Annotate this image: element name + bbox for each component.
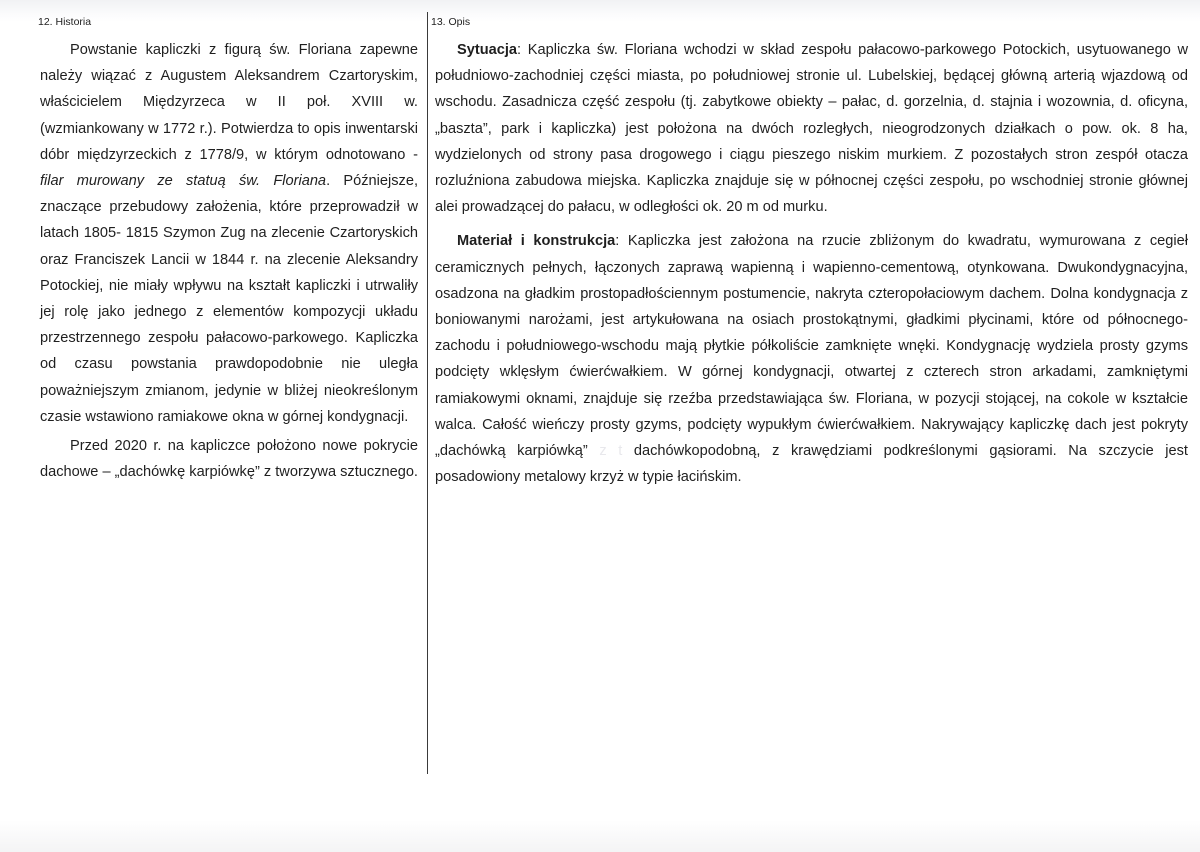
text-segment: dachówkopodobną, z krawędziami podkreślonymi gąsiorami. Na szczycie jest posadowiony metalowy krzyż w typie łacińskim. [435, 443, 1188, 486]
history-body [40, 37, 418, 485]
text-segment: Powstanie kapliczki z figurą św. Floriana zapewne należy wiązać z Augustem Aleksandrem Czartoryskim, właścicielem Międzyrzeca w II poł. XVIII w. (wzmiankowany w 1772 r.). Potwierdza to opis inwentarski dóbr międzyrzeckich z 1778/9, w którym odnotowano - [40, 42, 418, 163]
history-paragraph-1 [40, 37, 418, 430]
situation-paragraph [435, 37, 1188, 220]
text-segment: : Kapliczka św. Floriana wchodzi w skład zespołu pałacowo-parkowego Potockich, usytuowanego w południowo-zachodniej części miasta, po południowej stronie ul. Lubelskiej, będącej główną arterią wjazdową od wschodu. Zasadnicza część zespołu (tj. zabytkowe obiekty – pałac, d. gorzelnia, d. stajnia i wozownia, d. oficyna, „baszta”, park i kapliczka) jest położona na dwóch rozległych, nieogrodzonych działkach o pow. ok. 8 ha, wydzielonych od strony pasa drogowego i ciągu pieszego niskim murkiem. Z pozostałych stron zespół otacza rozluźniona zabudowa miejska. Kapliczka znajduje się w północnej części zespołu, po wschodniej stronie głównej alei prowadzącej do pałacu, w odległości ok. 20 m od murku. [435, 42, 1188, 216]
text-segment: Przed 2020 r. na kapliczce położono nowe pokrycie dachowe – „dachówkę karpiówkę” z tworzywa sztucznego. [40, 438, 418, 481]
quoted-inventory-text: filar murowany ze statuą św. Floriana [40, 173, 327, 190]
faded-text-segment: z t [599, 443, 623, 460]
section-heading-description: 13. Opis [431, 16, 471, 28]
column-divider [427, 12, 428, 774]
history-paragraph-2 [40, 433, 418, 485]
text-segment: . Późniejsze, znaczące przebudowy założenia, które przeprowadził w latach 1805- 1815 Szymon Zug na zlecenie Czartoryskich oraz Franciszek Lancii w 1844 r. na zlecenie Aleksandry Potockiej, nie miały wpływu na kształt kapliczki i utrwaliły jej rolę jako jednego z elementów kompozycji układu przestrzennego zespołu pałacowo-parkowego. Kapliczka od czasu powstania prawdopodobnie nie uległa poważniejszym zmianom, jedynie w bliżej nieokreślonym czasie wstawiono ramiakowe okna w górnej kondygnacji. [40, 173, 418, 425]
text-segment: : Kapliczka jest założona na rzucie zbliżonym do kwadratu, wymurowana z cegieł ceramicznych pełnych, łączonych zaprawą wapienną i wapienno-cementową, otynkowana. Dwukondygnacyjna, osadzona na gładkim prostopadłościennym postumencie, nakryta czteropołaciowym dachem. Dolna kondygnacja z boniowanymi narożami, jest artykułowana na osiach prostokątnymi, gładkimi płycinami, które od północnego-zachodu i południowego-wschodu mają płytkie półkoliście zamknięte wnęki. Kondygnację wydziela prosty gzyms podcięty wklęsłym ćwierćwałkiem. W górnej kondygnacji, otwartej z czterech stron arkadami, zamkniętymi ramiakowymi oknami, znajduje się rzeźba przedstawiająca św. Floriana, w pozycji stojącej, na cokole w kształcie walca. Całość wieńczy prosty gzyms, podcięty wypukłym ćwierćwałkiem. Nakrywający kapliczkę dach jest pokryty „dachówką karpiówką” [435, 233, 1188, 460]
construction-lead: Materiał i konstrukcja [457, 233, 616, 250]
description-body [435, 37, 1188, 490]
section-heading-history: 12. Historia [38, 16, 92, 28]
situation-lead: Sytuacja [457, 42, 518, 58]
construction-paragraph [435, 228, 1188, 490]
